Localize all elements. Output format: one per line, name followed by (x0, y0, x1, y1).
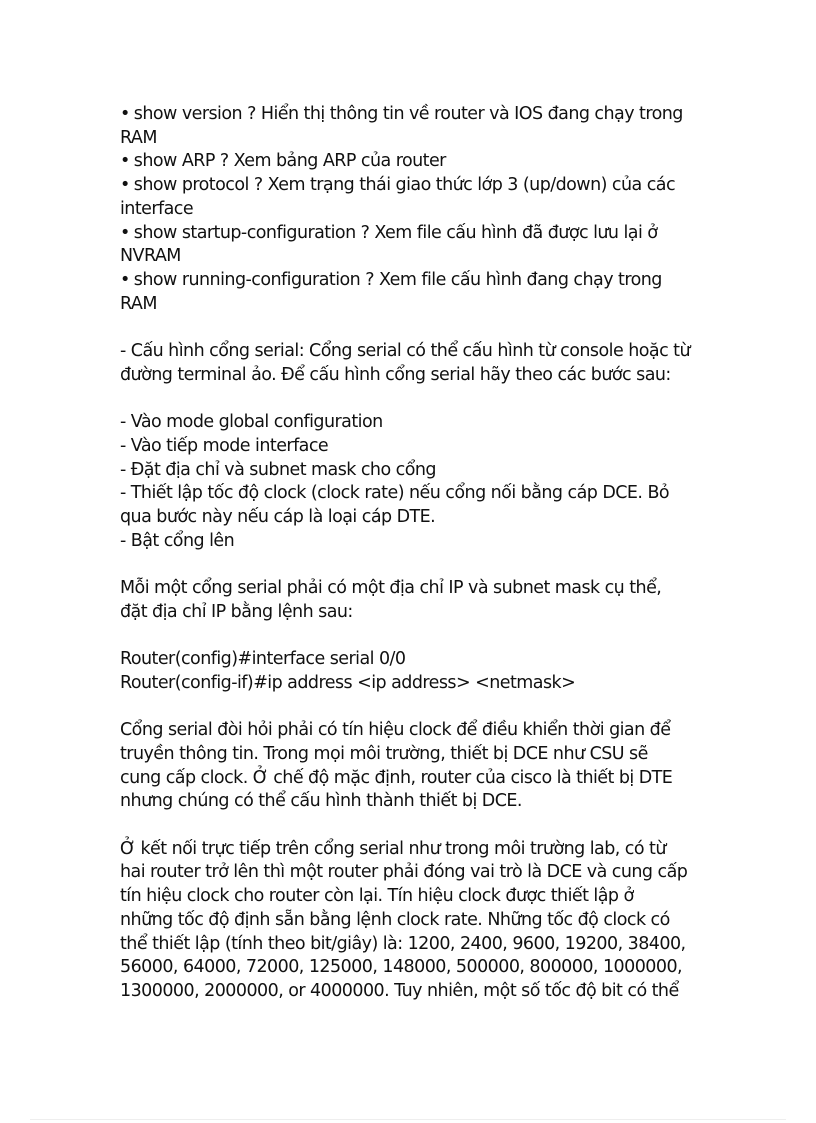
ip-address-paragraph (120, 577, 720, 624)
text-line: Mỗi một cổng serial phải có một địa chỉ IP và subnet mask cụ thể, (120, 578, 662, 599)
bullet-icon: • (120, 151, 130, 172)
spacer (120, 387, 720, 411)
text-line: truyền thông tin. Trong mọi môi trường, thiết bị DCE như CSU sẽ (120, 743, 648, 764)
bullet-icon: • (120, 222, 130, 243)
spacer (120, 696, 720, 720)
step-item: - Đặt địa chỉ và subnet mask cho cổng (120, 459, 436, 480)
spacer (120, 814, 720, 838)
list-item: • show version ? Hiển thị thông tin về router và IOS đang chạy trong (120, 104, 683, 124)
config-steps-list (120, 411, 720, 553)
clock-paragraph (120, 719, 720, 814)
text-line: tín hiệu clock cho router còn lại. Tín hiệu clock được thiết lập ở (120, 886, 634, 907)
step-item: - Vào tiếp mode interface (120, 435, 329, 456)
bullet-icon: • (120, 104, 130, 124)
list-item-continuation: NVRAM (120, 246, 181, 267)
bullet-icon: • (120, 269, 130, 290)
spacer (120, 553, 720, 577)
command-line: Router(config-if)#ip address <ip address> <netmask> (120, 672, 576, 693)
text-line: đường terminal ảo. Để cấu hình cổng serial hãy theo các bước sau: (120, 364, 671, 385)
list-item: • show running-configuration ? Xem file cấu hình đang chạy trong (120, 269, 662, 290)
show-commands-list (120, 103, 720, 316)
document-body (120, 103, 720, 1004)
page-bottom-divider (30, 1119, 786, 1120)
list-item-continuation: interface (120, 198, 194, 219)
list-item-continuation: RAM (120, 293, 157, 314)
spacer (120, 316, 720, 340)
text-line: những tốc độ định sẵn bằng lệnh clock rate. Những tốc độ clock có (120, 909, 670, 930)
step-item: - Thiết lập tốc độ clock (clock rate) nếu cổng nối bằng cáp DCE. Bỏ (120, 483, 670, 504)
list-item: • show protocol ? Xem trạng thái giao thức lớp 3 (up/down) của các (120, 175, 676, 196)
step-item-continuation: qua bước này nếu cáp là loại cáp DTE. (120, 506, 436, 527)
list-item-continuation: RAM (120, 127, 157, 148)
text-line: cung cấp clock. Ở chế độ mặc định, router của cisco là thiết bị DTE (120, 767, 673, 788)
bullet-icon: • (120, 175, 130, 196)
text-line: nhưng chúng có thể cấu hình thành thiết bị DCE. (120, 791, 522, 812)
text-line: 1300000, 2000000, or 4000000. Tuy nhiên, một số tốc độ bit có thể (120, 980, 679, 1001)
text-line: Cổng serial đòi hỏi phải có tín hiệu clock để điều khiển thời gian để (120, 720, 671, 741)
text-line: đặt địa chỉ IP bằng lệnh sau: (120, 601, 353, 622)
text-line: thể thiết lập (tính theo bit/giây) là: 1200, 2400, 9600, 19200, 38400, (120, 933, 686, 954)
lab-paragraph (120, 838, 720, 1004)
router-commands (120, 648, 720, 695)
text-line: Ở kết nối trực tiếp trên cổng serial như trong môi trường lab, có từ (120, 838, 666, 859)
list-item: • show startup-configuration ? Xem file cấu hình đã được lưu lại ở (120, 222, 658, 243)
command-line: Router(config)#interface serial 0/0 (120, 649, 406, 670)
text-line: - Cấu hình cổng serial: Cổng serial có thể cấu hình từ console hoặc từ (120, 341, 691, 362)
step-item: - Bật cổng lên (120, 530, 235, 551)
text-line: 56000, 64000, 72000, 125000, 148000, 500000, 800000, 1000000, (120, 957, 683, 978)
text-line: hai router trở lên thì một router phải đóng vai trò là DCE và cung cấp (120, 862, 688, 883)
serial-intro-paragraph (120, 340, 720, 387)
list-item: • show ARP ? Xem bảng ARP của router (120, 151, 446, 172)
spacer (120, 624, 720, 648)
step-item: - Vào mode global configuration (120, 412, 383, 433)
